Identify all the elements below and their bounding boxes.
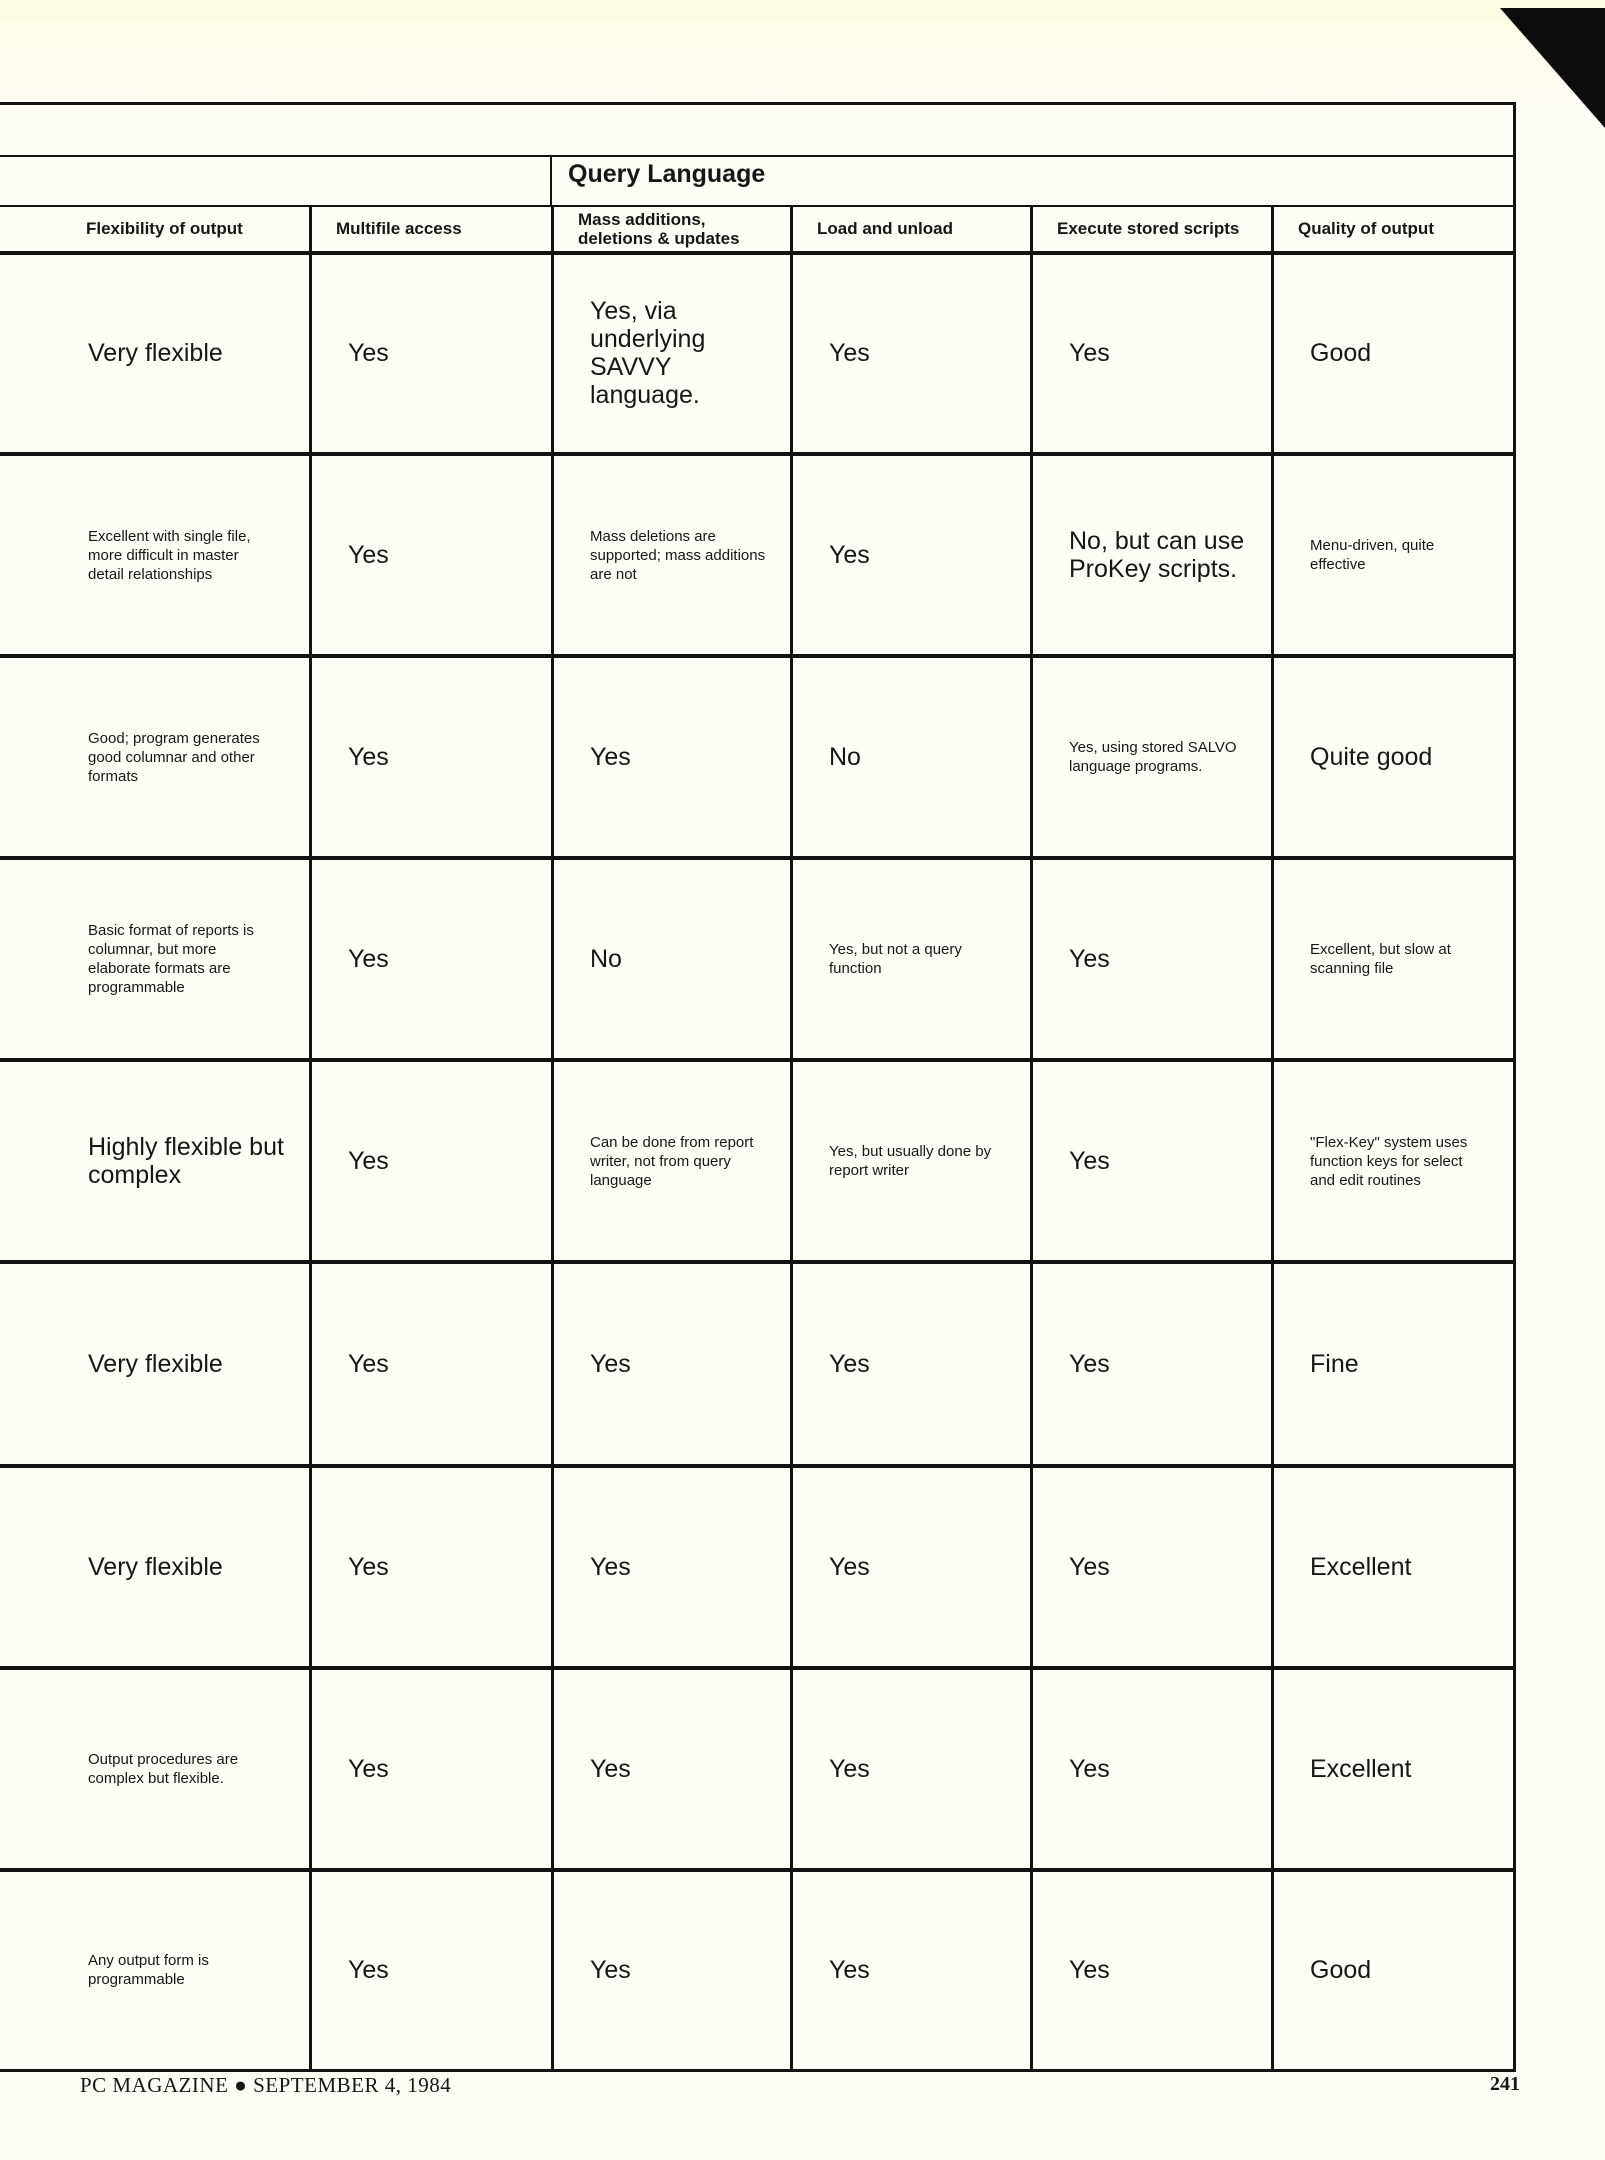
table-cell: Highly flexible but complex — [88, 1133, 284, 1189]
column-separator-3 — [790, 205, 793, 2070]
table-cell: Excellent — [1310, 1553, 1412, 1581]
column-header: Execute stored scripts — [1057, 219, 1240, 238]
table-cell: Yes — [829, 1755, 870, 1783]
column-separator-1 — [309, 205, 312, 2070]
table-cell: Any output form is programmable — [88, 1952, 209, 1988]
column-header: Load and unload — [817, 219, 953, 238]
table-cell: Yes — [348, 339, 389, 367]
table-cell: No — [829, 743, 861, 771]
table-cell: Basic format of reports is columnar, but more elaborate formats are programmable — [88, 922, 254, 996]
table-cell: Yes, using stored SALVO language programs. — [1069, 739, 1237, 775]
table-cell: Yes — [590, 1553, 631, 1581]
table-cell: Yes — [348, 743, 389, 771]
table-cell: Mass deletions are supported; mass additions are not — [590, 527, 766, 583]
table-right-border — [1513, 102, 1516, 2070]
table-cell: Yes — [829, 1956, 870, 1984]
footer-page-number: 241 — [1490, 2073, 1520, 2095]
table-cell: Yes — [348, 1755, 389, 1783]
table-cell: Yes — [829, 1350, 870, 1378]
table-cell: Yes — [348, 1350, 389, 1378]
table-cell: Yes — [590, 743, 631, 771]
table-cell: Yes — [590, 1350, 631, 1378]
table-cell: Yes — [348, 945, 389, 973]
table-cell: Excellent — [1310, 1755, 1412, 1783]
table-cell: No, but can use ProKey scripts. — [1069, 527, 1245, 583]
table-cell: Excellent with single file, more difficult in master detail relationships — [88, 527, 251, 583]
group-divider — [550, 155, 552, 205]
table-cell: Yes — [1069, 1350, 1110, 1378]
table-cell: Yes — [590, 1956, 631, 1984]
table-cell: Output procedures are complex but flexible. — [88, 1751, 239, 1787]
table-cell: Yes — [829, 541, 870, 569]
table-cell: Excellent, but slow at scanning file — [1310, 941, 1451, 977]
table-cell: Yes — [1069, 1147, 1110, 1175]
table-cell: Yes — [348, 541, 389, 569]
table-cell: Yes — [829, 339, 870, 367]
table-cell: Yes — [1069, 1755, 1110, 1783]
table-cell: Very flexible — [88, 1350, 223, 1378]
table-cell: Yes — [1069, 1553, 1110, 1581]
table-cell: Yes — [829, 1553, 870, 1581]
table-cell: Yes — [1069, 945, 1110, 973]
column-separator-2 — [551, 205, 554, 2070]
column-separator-5 — [1271, 205, 1274, 2070]
table-cell: Yes — [1069, 339, 1110, 367]
table-cell: Very flexible — [88, 1553, 223, 1581]
column-header: Quality of output — [1298, 219, 1434, 238]
table-cell: Yes — [348, 1956, 389, 1984]
table-top-rule — [0, 102, 1516, 105]
table-cell: Yes — [348, 1147, 389, 1175]
table-cell: Yes, but usually done by report writer — [829, 1143, 992, 1179]
footer-publication: PC MAGAZINE ● SEPTEMBER 4, 1984 — [80, 2073, 452, 2097]
table-cell: "Flex-Key" system uses function keys for select and edit routines — [1310, 1133, 1468, 1189]
table-cell: Can be done from report writer, not from query language — [590, 1133, 754, 1189]
group-title-query-language: Query Language — [568, 160, 766, 188]
table-cell: Good — [1310, 1956, 1372, 1984]
column-header: Mass additions, deletions & updates — [578, 209, 740, 248]
table-cell: Fine — [1310, 1350, 1359, 1378]
column-header: Flexibility of output — [86, 219, 243, 238]
table-cell: Good; program generates good columnar and other formats — [88, 729, 260, 785]
group-rule-top — [0, 155, 1516, 157]
table-cell: Yes — [348, 1553, 389, 1581]
column-header: Multifile access — [336, 219, 462, 238]
table-cell: Yes, via underlying SAVVY language. — [590, 297, 706, 409]
table-cell: Yes — [1069, 1956, 1110, 1984]
table-cell: Yes, but not a query function — [829, 941, 962, 977]
table-cell: Good — [1310, 339, 1372, 367]
table-cell: No — [590, 945, 622, 973]
table-cell: Very flexible — [88, 339, 223, 367]
table-cell: Quite good — [1310, 743, 1433, 771]
table-cell: Menu-driven, quite effective — [1310, 537, 1435, 573]
table-cell: Yes — [590, 1755, 631, 1783]
column-separator-4 — [1030, 205, 1033, 2070]
